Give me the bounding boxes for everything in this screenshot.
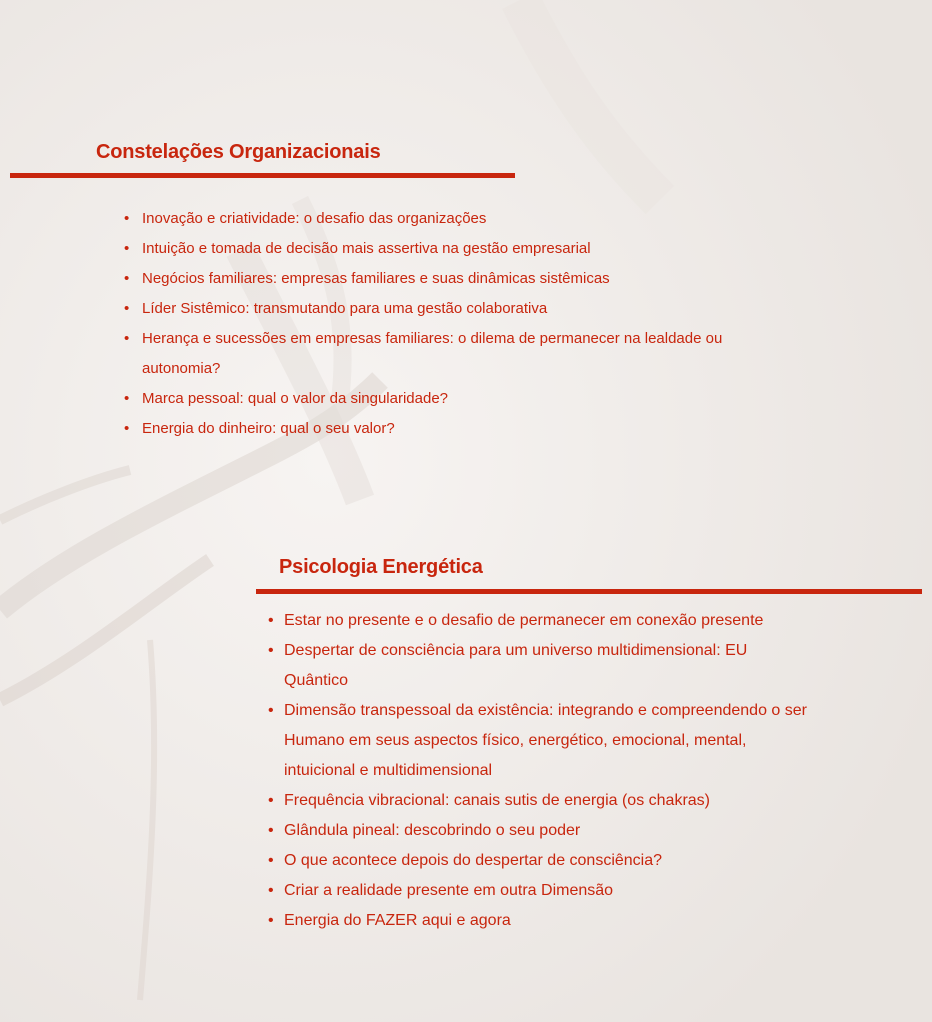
- bullet-icon: •: [268, 612, 274, 629]
- list-item: • Líder Sistêmico: transmutando para uma gestão colaborativa: [124, 294, 744, 324]
- section-title: Psicologia Energética: [279, 556, 483, 578]
- title-underline: [10, 173, 515, 178]
- bullet-icon: •: [268, 792, 274, 809]
- list-item: • Despertar de consciência para um universo multidimensional: EU Quântico: [268, 636, 808, 696]
- list-item: • Inovação e criatividade: o desafio das organizações: [124, 204, 744, 234]
- bullet-icon: •: [268, 882, 274, 899]
- bullet-icon: •: [268, 822, 274, 839]
- list-item: • Glândula pineal: descobrindo o seu poder: [268, 816, 808, 846]
- topic-list: [124, 204, 744, 444]
- list-item: • Herança e sucessões em empresas familiares: o dilema de permanecer na lealdade ou autonomia?: [124, 324, 744, 384]
- bullet-icon: •: [124, 330, 130, 347]
- bullet-icon: •: [124, 270, 130, 287]
- bullet-icon: •: [268, 912, 274, 929]
- bullet-icon: •: [268, 852, 274, 869]
- list-item: • Marca pessoal: qual o valor da singularidade?: [124, 384, 744, 414]
- list-item: • Estar no presente e o desafio de permanecer em conexão presente: [268, 606, 808, 636]
- bullet-icon: •: [268, 702, 274, 719]
- bullet-icon: •: [124, 390, 130, 407]
- section-title: Constelações Organizacionais: [96, 141, 381, 163]
- bullet-icon: •: [124, 420, 130, 437]
- bullet-icon: •: [124, 300, 130, 317]
- bullet-icon: •: [124, 210, 130, 227]
- list-item: • Dimensão transpessoal da existência: integrando e compreendendo o ser Humano em seus aspectos físico, energético, emocional, mental, intuicional e multidimensional: [268, 696, 808, 786]
- list-item: • Criar a realidade presente em outra Dimensão: [268, 876, 808, 906]
- list-item: • O que acontece depois do despertar de consciência?: [268, 846, 808, 876]
- list-item: • Frequência vibracional: canais sutis de energia (os chakras): [268, 786, 808, 816]
- list-item: • Energia do FAZER aqui e agora: [268, 906, 808, 936]
- bullet-icon: •: [268, 642, 274, 659]
- bullet-icon: •: [124, 240, 130, 257]
- list-item: • Energia do dinheiro: qual o seu valor?: [124, 414, 744, 444]
- title-underline: [256, 589, 922, 594]
- topic-list: [268, 606, 808, 936]
- list-item: • Intuição e tomada de decisão mais assertiva na gestão empresarial: [124, 234, 744, 264]
- list-item: • Negócios familiares: empresas familiares e suas dinâmicas sistêmicas: [124, 264, 744, 294]
